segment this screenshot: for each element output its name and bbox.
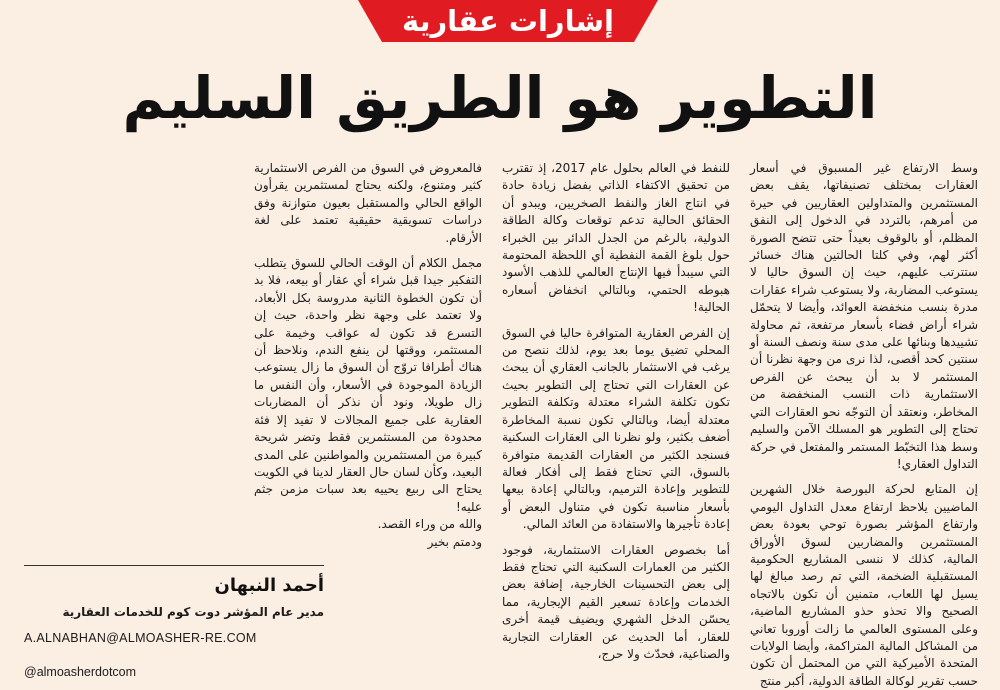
banner-label: إشارات عقارية (402, 4, 614, 38)
column-2-paragraph-2: إن الفرص العقارية المتوافرة حاليا في السوق المحلي تضيق يوما بعد يوم، لذلك ننصح من يرغب في الاستثمار بالجانب العقاري أن يبحث عن العقارات التي تحتاج إلى التطوير بحيث تكون تكلفة الشراء معتدلة وتكلفة التطوير معتدلة أيضا، وبالتالي تكون نسبة المخاطرة أضعف بكثير، ولو نظرنا الى العقارات السكنية فسنجد الكثير من العقارات القديمة متوافرة بالسوق، التي تحتاج فقط إلى أفكار فعالة للتطوير وإعادة الترميم، وبالتالي إعادة بيعها بأسعار مناسبة تكون في متناول البعض أو إعادة تأجيرها والاستفادة من العائد المالي. (502, 325, 730, 532)
article-headline: التطوير هو الطريق السليم (122, 64, 878, 132)
column-3-signoff: ودمتم بخير (427, 534, 482, 549)
column-3 (254, 160, 482, 551)
author-block (24, 572, 324, 679)
column-2-paragraph-1: للنفط في العالم بحلول عام 2017، إذ تقترب من تحقيق الاكتفاء الذاتي بفضل زيادة حادة في انتاج الغاز والنفط الصخريين، ويبدو أن الحقائق الحالية تدعم توقعات وكالة الطاقة الدولية، بالرغم من الجدل الدائر بين الخبراء حول بلوغ القمة النفطية أي اللحظة المحتومة التي سيبدأ فيها الإنتاج العالمي للذهب الأسود هبوطه الحتمي، وبالتالي انخفاض أسعاره الحالية! (502, 161, 730, 315)
author-email[interactable]: A.ALNABHAN@ALMOASHER-RE.COM (24, 631, 257, 645)
column-1-paragraph-2: إن المتابع لحركة البورصة خلال الشهرين الماضيين يلاحظ ارتفاع معدل التداول اليومي وارتفاع المؤشر بصورة توحي بعودة بعض المستثمرين والمضاربين لسوق الأوراق المالية، كذلك لا ننسى المشاريع الحكومية المستقبلية الضخمة، التي تم رصد مبالغ لها يسيل لها اللعاب، متمنين أن تكون بالاتجاه الصحيح والا تحذو حذو المشاريع الماضية، وعلى المستوى العالمي ما زالت أوروبا تعاني من المشاكل المالية المتراكمة، وأيضا الولايات المتحدة الأميركية التي من المحتمل أن تكون حسب تقرير لوكالة الطاقة الدولية، أكبر منتج (750, 482, 978, 688)
author-name: أحمد النبهان (214, 575, 324, 596)
author-title: مدير عام المؤشر دوت كوم للخدمات العقارية (62, 605, 324, 619)
section-banner (358, 0, 658, 44)
column-3-paragraph-2: مجمل الكلام أن الوقت الحالي للسوق يتطلب التفكير جيدا قبل شراء أي عقار أو بيعه، فلا بد أن تكون الخطوة الثانية مدروسة بكل الأبعاد، ولا تعتمد على وجهة نظر واحدة، حيث إن التسرع قد تكون له عواقب وخيمة على المستثمر، ووقتها لن ينفع الندم، ونلاحظ أن هناك أطرافا تروّج أن السوق ما زال يستوعب الزيادة الموجودة في الأسعار، وأن النفس ما زال طويلا، ونود أن نذكر أن المضاربات العقارية على جميع المجالات لا تفيد إلا فئة محدودة من المستثمرين فقط وتضر شريحة كبيرة من المستثمرين والمواطنين على المدى البعيد، وكأن لسان حال العقار لدينا في الكويت يحتاج الى ربيع يحييه بعد سبات مزمن جثم عليه! (254, 256, 482, 514)
column-2 (502, 160, 730, 680)
author-social-handle[interactable]: @almoasherdotcom (24, 665, 137, 679)
column-1 (750, 160, 978, 690)
column-3-closing: والله من وراء القصد. (377, 517, 482, 532)
column-1-paragraph-1: وسط الارتفاع غير المسبوق في أسعار العقارات بمختلف تصنيفاتها، يقف بعض المستثمرين والمتداولين العقاريين في حيرة من أمرهم، بالتردد في الدخول إلى النفق المظلم، أو بالوقوف بعيداً حتى تتضح الصورة أكثر لهم، وفي كلتا الحالتين هناك خسائر ستترتب عليهم، حيث إن السوق حاليا لا يستوعب المضاربة، ولا يستوعب شراء عقارات مدرة بنسب منخفضة العوائد، وأيضا لا يتحمّل شراء أراض فضاء بأسعار مرتفعة، ثم محاولة تشييدها وبنائها على مدى سنة ونصف السنة أو سنتين كحد أقصى، لذا نرى من وجهة نظرنا أن المستثمر لا بد أن يبحث عن الفرص الاستثمارية ذات النسب المنخفضة من المخاطر، ونعتقد أن التوجّه نحو العقارات التي تحتاج إلى التطوير هو المسلك الآمن والسليم وسط هذا التخبّط المستمر والمفتعل في حركة التداول العقاري! (750, 161, 978, 471)
column-3-paragraph-1: فالمعروض في السوق من الفرص الاستثمارية كثير ومتنوع، ولكنه يحتاج لمستثمرين يقرأون الواقع الحالي والمستقبل بعيون متوازنة وفق دراسات تسويقية حقيقية تعتمد على لغة الأرقام. (254, 161, 482, 245)
author-divider (24, 565, 324, 566)
column-2-paragraph-3: أما بخصوص العقارات الاستثمارية، فوجود الكثير من العمارات السكنية التي تحتاج فقط إلى بعض التحسينات الخارجية، إضافة بعض الخدمات وإعادة تسعير القيم الإيجارية، مما يحسّن الدخل الشهري ويضيف قيمة أخرى للعقار، أما الحديث عن العقارات التجارية والصناعية، فحدّث ولا حرج، (502, 542, 730, 661)
